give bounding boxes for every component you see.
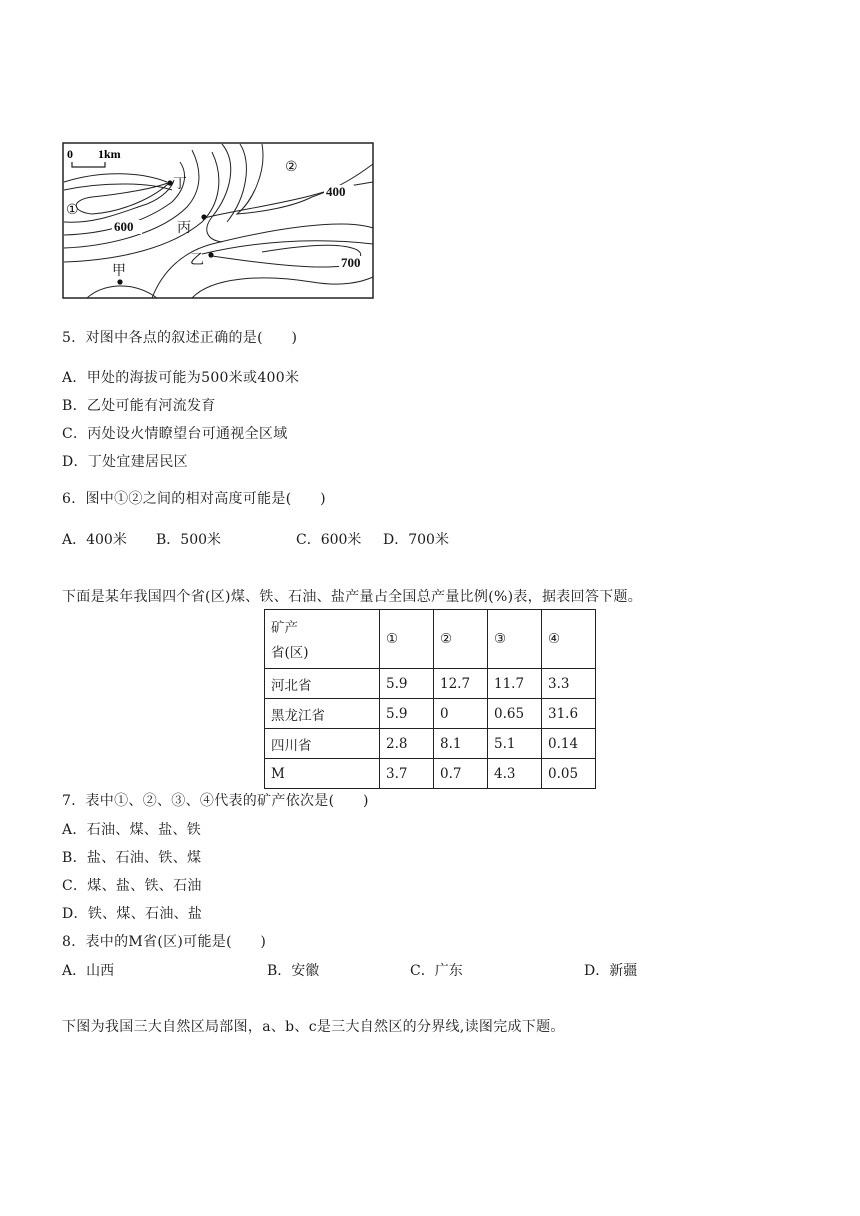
- q6-stem: 6．图中①②之间的相对高度可能是( ): [62, 491, 326, 507]
- row-province: M: [265, 759, 380, 789]
- row-province: 四川省: [265, 729, 380, 759]
- cell-value: 5.9: [380, 699, 434, 729]
- label-jia: 甲: [112, 263, 126, 279]
- label-circle-1: ①: [66, 202, 79, 218]
- col-header-3: ③: [488, 610, 542, 669]
- cell-value: 2.8: [380, 729, 434, 759]
- q7-option-d: D．铁、煤、石油、盐: [62, 906, 203, 922]
- q6-option-d: D．700米: [383, 532, 449, 548]
- row-province: 黑龙江省: [265, 699, 380, 729]
- col-header-1: ①: [380, 610, 434, 669]
- q6-option-a: A．400米: [62, 532, 127, 548]
- q7-option-c: C．煤、盐、铁、石油: [62, 878, 202, 894]
- q5-option-a: A．甲处的海拔可能为500米或400米: [62, 370, 300, 386]
- q7-option-b: B．盐、石油、铁、煤: [62, 850, 202, 866]
- contour-label-700: 700: [341, 255, 361, 270]
- cell-value: 31.6: [542, 699, 596, 729]
- point-bing-marker: [201, 214, 206, 219]
- cell-value: 5.1: [488, 729, 542, 759]
- table-header-row: [265, 610, 596, 669]
- scale-label: 1km: [98, 147, 121, 161]
- label-ding: 丁: [173, 176, 187, 192]
- contour-label-600: 600: [114, 219, 134, 234]
- header-mineral: 矿产: [271, 620, 298, 636]
- table-row: [265, 669, 596, 699]
- table-row: [265, 729, 596, 759]
- cell-value: 0.14: [542, 729, 596, 759]
- cell-value: 3.7: [380, 759, 434, 789]
- table-row: [265, 759, 596, 789]
- q5-stem: 5．对图中各点的叙述正确的是( ): [62, 330, 298, 346]
- row-province: 河北省: [265, 669, 380, 699]
- q5-option-c: C．丙处设火情瞭望台可通视全区域: [62, 426, 288, 442]
- q7-option-a: A．石油、煤、盐、铁: [62, 822, 202, 838]
- cell-value: 4.3: [488, 759, 542, 789]
- cell-value: 0.65: [488, 699, 542, 729]
- q5-option-b: B．乙处可能有河流发育: [62, 398, 216, 414]
- label-bing: 丙: [177, 220, 191, 236]
- table-row: [265, 699, 596, 729]
- q8-option-a: A．山西: [62, 963, 115, 979]
- q7-stem: 7．表中①、②、③、④代表的矿产依次是( ): [62, 793, 369, 809]
- cell-value: 12.7: [434, 669, 488, 699]
- cell-value: 8.1: [434, 729, 488, 759]
- cell-value: 5.9: [380, 669, 434, 699]
- map-frame: [63, 143, 373, 298]
- contour-map: [62, 142, 374, 299]
- q5-option-d: D．丁处宜建居民区: [62, 454, 188, 470]
- q8-option-c: C．广东: [410, 963, 463, 979]
- q6-option-c: C．600米: [296, 532, 362, 548]
- header-province: 省(区): [271, 645, 309, 661]
- next-section-intro: 下图为我国三大自然区局部图，a、b、c是三大自然区的分界线,读图完成下题。: [62, 1019, 565, 1035]
- mineral-table: [264, 609, 596, 789]
- col-header-4: ④: [542, 610, 596, 669]
- label-yi: 乙: [190, 252, 204, 268]
- q6-option-b: B．500米: [156, 532, 222, 548]
- label-circle-2: ②: [285, 159, 298, 175]
- cell-value: 3.3: [542, 669, 596, 699]
- cell-value: 0.7: [434, 759, 488, 789]
- scale-zero: 0: [67, 147, 73, 161]
- point-jia-marker: [117, 279, 122, 284]
- point-ding-marker: [167, 180, 172, 185]
- table-intro: 下面是某年我国四个省(区)煤、铁、石油、盐产量占全国总产量比例(%)表，据表回答下题。: [62, 589, 643, 605]
- cell-value: 0: [434, 699, 488, 729]
- cell-value: 11.7: [488, 669, 542, 699]
- point-yi-marker: [208, 252, 213, 257]
- table-corner-header: [265, 610, 380, 669]
- q8-option-d: D．新疆: [584, 963, 638, 979]
- q8-stem: 8．表中的M省(区)可能是( ): [62, 934, 267, 950]
- q8-option-b: B．安徽: [267, 963, 320, 979]
- col-header-2: ②: [434, 610, 488, 669]
- cell-value: 0.05: [542, 759, 596, 789]
- contour-label-400: 400: [326, 184, 346, 199]
